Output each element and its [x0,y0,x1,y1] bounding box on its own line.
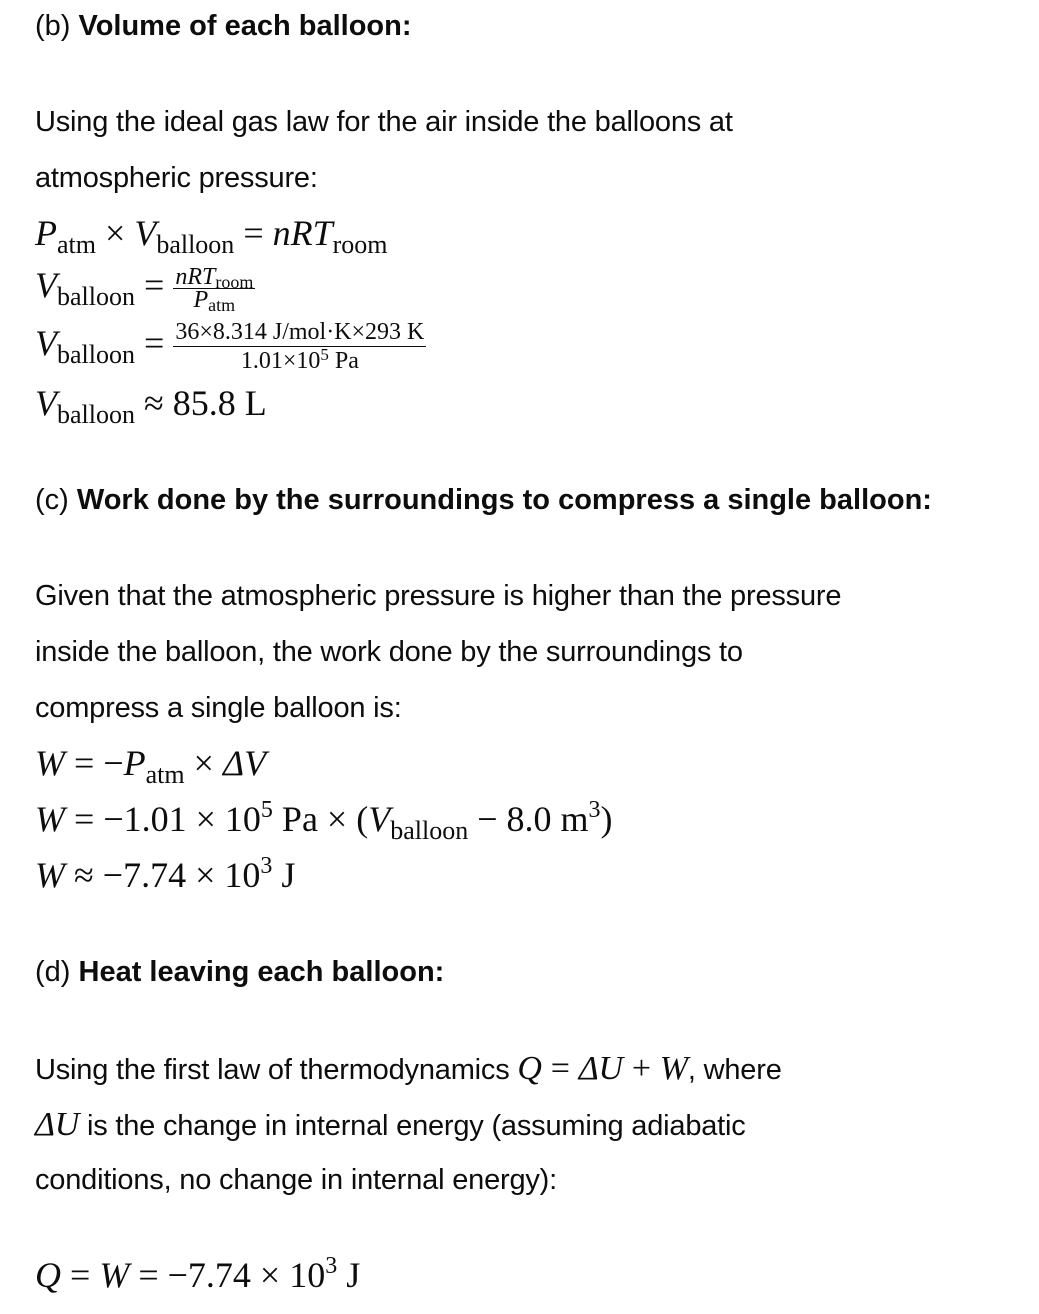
equation-c1: $W = -P_{atm} \times \Delta V$ [35,743,267,789]
section-d-line3: conditions, no change in internal energy): [35,1164,557,1196]
equation-c2: $W = -1.01 \times 10^5$ $Pa \times (V_{balloon} - 8.0$ $m^3$) [35,797,613,845]
equation-b2: $V_{balloon}$ = $\frac{nRT_{room}}{P_{atm}}$ [35,264,254,316]
equation-b1: $P_{atm} \times V_{balloon} = nRT_{room}$ [35,213,388,259]
section-b-prefix: (b) [35,10,79,42]
fraction-b3: $\frac{\text{36×8.314 J/mol·K×293 K}}{1.01\times 10^5 Pa}$ [175,319,425,374]
section-d-prefix: (d) [35,956,79,988]
section-b-heading [35,10,412,43]
section-d-title: Heat leaving each balloon: [78,956,445,988]
equation-b4: $V_{balloon} \approx 85.8$ L [35,383,267,429]
equation-c3: $W \approx -7.74 \times 10^3$ J [35,853,296,895]
section-d-line2: ΔU is the change in internal energy (assuming adiabatic [35,1106,746,1143]
section-b-intro-line2: atmospheric pressure: [35,162,318,194]
section-c-intro-line1: Given that the atmospheric pressure is higher than the pressure [35,580,842,612]
section-b-title: Volume of each balloon: [78,10,412,42]
section-c-prefix: (c) [35,484,77,516]
section-c-intro-line2: inside the balloon, the work done by the surroundings to [35,636,743,668]
equation-d-final: $Q = W = -7.74 \times 10^3$ J [35,1253,361,1295]
section-d-line1: Using the first law of thermodynamics Q = ΔU + W, where [35,1050,782,1087]
section-c-heading [35,484,932,517]
section-c-intro-line3: compress a single balloon is: [35,692,402,724]
section-c-title: Work done by the surroundings to compress a single balloon: [76,484,932,516]
section-d-heading [35,956,444,989]
fraction-b2: $\frac{nRT_{room}}{P_{atm}}$ [175,264,254,316]
equation-b3: $V_{balloon}$ = $\frac{\text{36×8.314 J/mol·K×293 K}}{1.01\times 10^5 Pa}$ [35,319,425,374]
section-b-intro-line1: Using the ideal gas law for the air inside the balloons at [35,106,733,138]
